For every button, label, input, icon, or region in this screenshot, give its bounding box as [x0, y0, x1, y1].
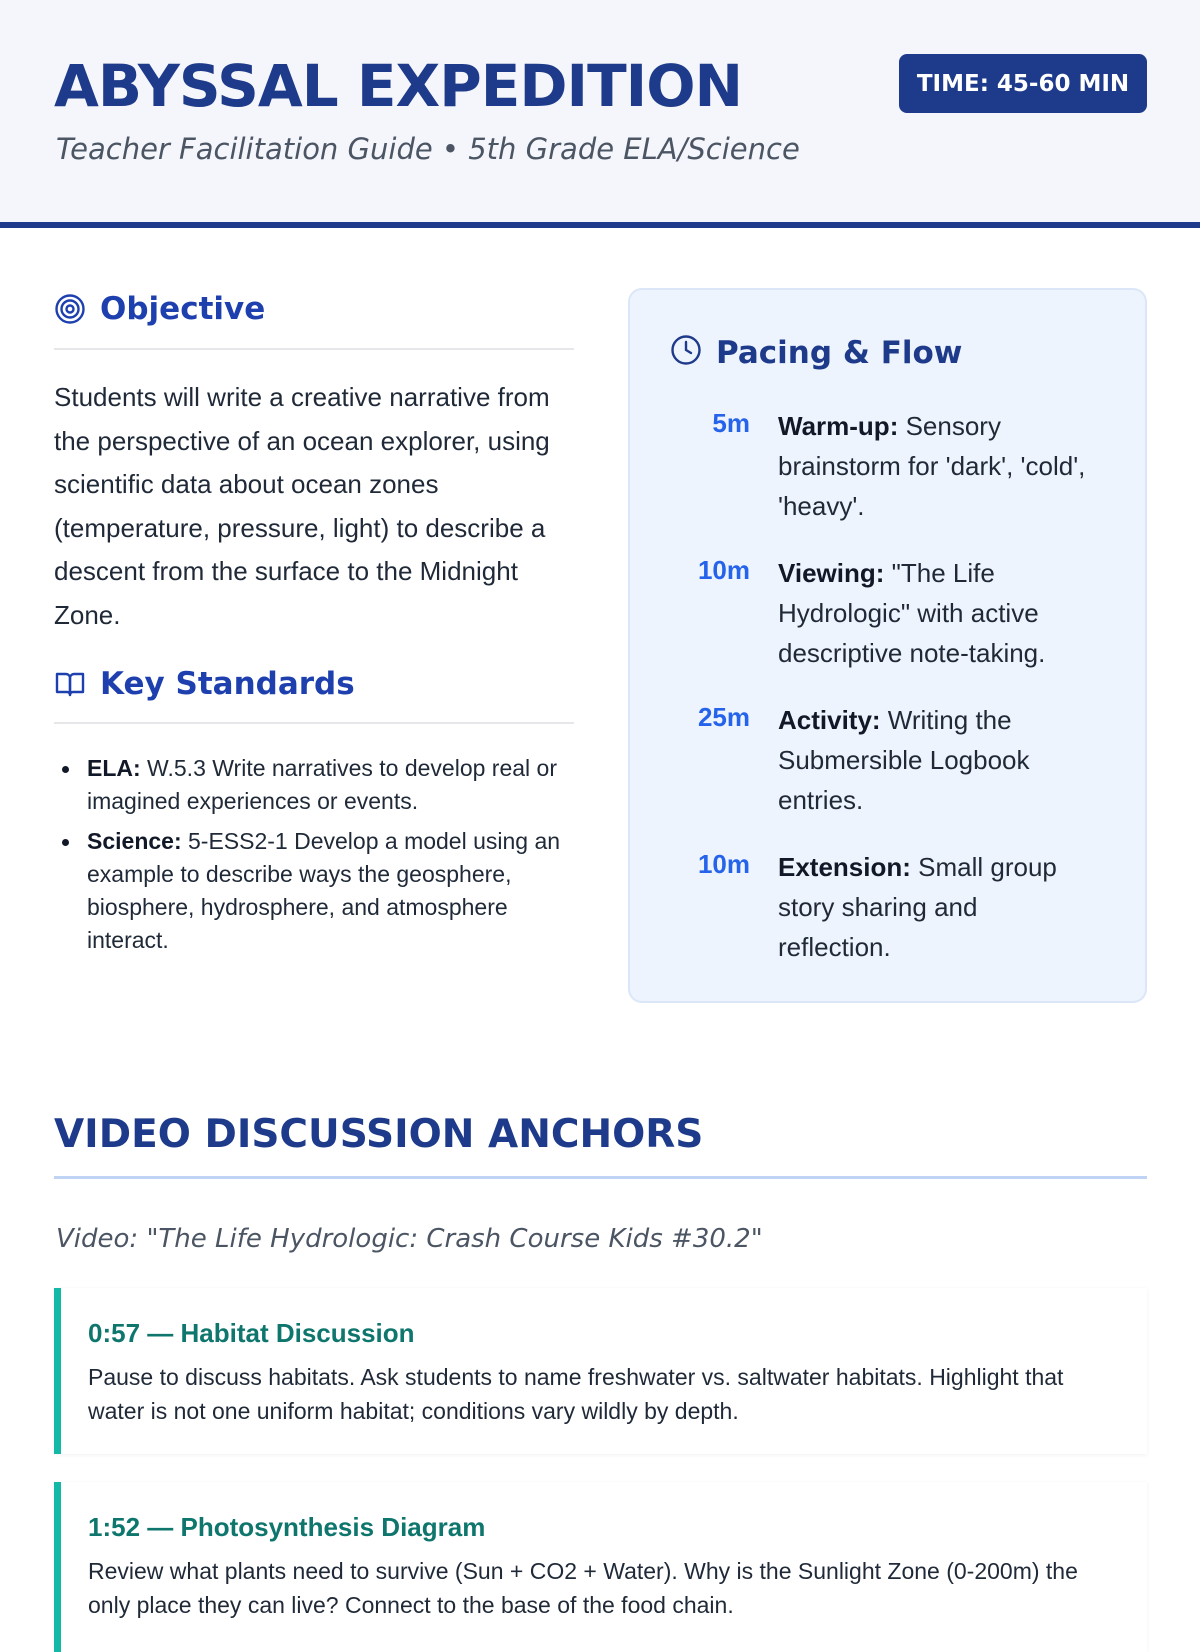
video-title: Video: "The Life Hydrologic: Crash Course Kids #30.2": [56, 1224, 763, 1254]
document-title: ABYSSAL EXPEDITION: [54, 52, 743, 120]
pacing-text: Small group story sharing and reflection.: [778, 852, 1057, 962]
objective-heading: [54, 288, 574, 350]
anchor-title: 0:57 — Habitat Discussion: [88, 1318, 415, 1348]
book-open-icon: [54, 668, 86, 700]
pacing-desc: [778, 700, 1096, 820]
pacing-row: [670, 553, 1120, 673]
list-item: [54, 825, 574, 957]
standards-list: [54, 752, 574, 964]
pacing-desc: [778, 847, 1096, 967]
standard-label: Science:: [87, 828, 182, 854]
pacing-panel: [628, 288, 1147, 1003]
pacing-label: Extension:: [778, 852, 911, 882]
anchor-body: Pause to discuss habitats. Ask students to name freshwater vs. saltwater habitats. Highlight that water is not one uniform habitat; conditions vary wildly by depth.: [88, 1364, 1064, 1424]
pacing-label: Warm-up:: [778, 411, 899, 441]
clock-icon: [670, 334, 702, 371]
pacing-time: 5m: [712, 408, 750, 438]
pacing-time: 10m: [697, 555, 750, 585]
pacing-desc: [778, 406, 1096, 526]
standards-title: Key Standards: [100, 666, 355, 702]
pacing-text: Writing the Submersible Logbook entries.: [778, 705, 1030, 815]
document-subtitle: Teacher Facilitation Guide • 5th Grade ELA/Science: [56, 132, 800, 166]
pacing-label: Viewing:: [778, 558, 885, 588]
pacing-row: [670, 700, 1120, 820]
anchor-body: Review what plants need to survive (Sun + CO2 + Water). Why is the Sunlight Zone (0-200m) the only place they can live? Connect to the base of the food chain.: [88, 1558, 1078, 1618]
pacing-text: Sensory brainstorm for 'dark', 'cold', 'heavy'.: [778, 411, 1086, 521]
target-icon: [54, 293, 86, 325]
discussion-anchor-card: [54, 1482, 1147, 1652]
pacing-text: "The Life Hydrologic" with active descriptive note-taking.: [778, 558, 1046, 668]
pacing-row: [670, 406, 1120, 526]
standard-text: 5-ESS2-1 Develop a model using an example to describe ways the geosphere, biosphere, hydrosphere, and atmosphere interact.: [87, 828, 561, 953]
pacing-heading: [670, 334, 962, 371]
video-section-title: VIDEO DISCUSSION ANCHORS: [54, 1112, 704, 1157]
objective-title: Objective: [100, 291, 266, 327]
section-divider: [54, 1176, 1147, 1179]
pacing-time: 25m: [697, 702, 750, 732]
standard-label: ELA:: [87, 755, 141, 781]
anchor-title: 1:52 — Photosynthesis Diagram: [88, 1512, 486, 1542]
standards-heading: [54, 664, 574, 724]
time-badge: TIME: 45-60 MIN: [899, 54, 1147, 113]
pacing-label: Activity:: [778, 705, 881, 735]
list-item: [54, 752, 574, 818]
pacing-desc: [778, 553, 1096, 673]
pacing-title: Pacing & Flow: [716, 334, 963, 371]
standard-text: W.5.3 Write narratives to develop real or imagined experiences or events.: [87, 755, 557, 814]
pacing-time: 10m: [697, 849, 750, 879]
pacing-row: [670, 847, 1120, 967]
page-header: [0, 0, 1200, 228]
objective-text: Students will write a creative narrative from the perspective of an ocean explorer, using scientific data about ocean zones (temperature, pressure, light) to describe a descent from the surface to the Midnight Zone.: [54, 382, 550, 630]
discussion-anchor-card: [54, 1288, 1147, 1454]
